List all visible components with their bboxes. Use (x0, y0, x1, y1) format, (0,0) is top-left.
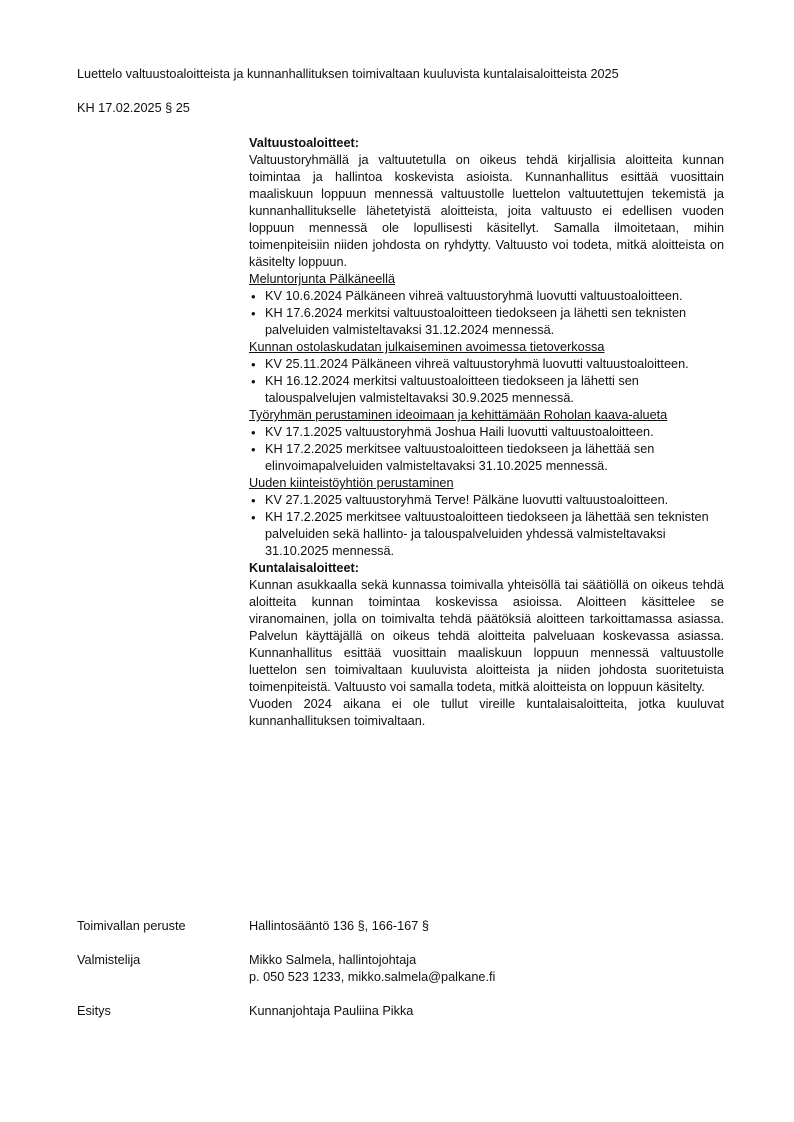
preparer-contact: p. 050 523 1233, mikko.salmela@palkane.fi (249, 970, 496, 984)
initiative-bullet: • KH 17.2.2025 merkitsee valtuustoaloitteen tiedokseen ja lähettää sen teknisten palveluiden sekä hallinto- ja talouspalveluiden yhdessä valmisteltavaksi 31.10.2025 mennessä. (249, 509, 724, 560)
proposal-value: Kunnanjohtaja Pauliina Pikka (249, 1004, 414, 1018)
authority-value: Hallintosääntö 136 §, 166-167 § (249, 919, 429, 933)
initiative-bullet: • KV 27.1.2025 valtuustoryhmä Terve! Pälkäne luovutti valtuustoaloitteen. (249, 492, 724, 509)
initiative-bullet: • KV 17.1.2025 valtuustoryhmä Joshua Haili luovutti valtuustoaloitteen. (249, 424, 724, 441)
authority-label: Toimivallan peruste (77, 919, 186, 933)
initiative-title: Meluntorjunta Pälkäneellä (249, 272, 395, 286)
initiative-title: Kunnan ostolaskudatan julkaiseminen avoimessa tietoverkossa (249, 340, 605, 354)
preparer-value: Mikko Salmela, hallintojohtaja (249, 953, 417, 967)
initiative-bullet: • KH 17.6.2024 merkitsi valtuustoaloitteen tiedokseen ja lähetti sen teknisten palveluiden valmisteltavaksi 31.12.2024 mennessä. (249, 305, 724, 339)
proposal-label: Esitys (77, 1004, 111, 1018)
citizen-initiatives-intro: Kunnan asukkaalla sekä kunnassa toimivalla yhteisöllä tai säätiöllä on oikeus tehdä aloitteita kunnan toimintaa koskevissa asioissa. Aloitteen käsittelee se viranomainen, jolla on toimivalta tehdä päätöksiä aloitteen tarkoittamassa asiassa. Palvelun käyttäjällä on oikeus tehdä aloitteita palveluaan koskevassa asiassa. Kunnanhallitus esittää vuosittain maaliskuun loppuun mennessä valtuustolle luettelon sen toimivaltaan kuuluvista aloitteista ja niiden johdosta suoritetuista toimenpiteistä. Valtuusto voi samalla todeta, mitkä aloitteista on loppuun käsitelty. (249, 578, 724, 694)
initiative-title: Työryhmän perustaminen ideoimaan ja kehittämään Roholan kaava-alueta (249, 408, 668, 422)
council-initiatives-intro: Valtuustoryhmällä ja valtuutetulla on oikeus tehdä kirjallisia aloitteita kunnan toimintaa ja hallintoa koskevista asioista. Kunnanhallitus esittää vuosittain maaliskuun loppuun mennessä valtuustolle luettelon valtuutettujen tekemistä ja kunnanhallitukselle lähetetyistä aloitteista, joita valtuusto ei edellisen vuoden loppuun mennessä ole lopullisesti käsitellyt. Samalla ilmoitetaan, mihin toimenpiteisiin niiden johdosta on ryhdytty. Valtuusto voi todeta, mitkä aloitteista on käsitelty loppuun. (249, 153, 724, 269)
citizen-initiatives-status: Vuoden 2024 aikana ei ole tullut vireille kuntalaisaloitteita, jotka kuuluvat kunnanhallituksen toimivaltaan. (249, 697, 724, 728)
preparer-label: Valmistelija (77, 953, 141, 967)
citizen-initiatives-heading: Kuntalaisaloitteet: (249, 561, 359, 575)
initiative-bullet-list (249, 424, 724, 475)
initiative-bullet-list (249, 492, 724, 560)
council-initiatives-heading: Valtuustoaloitteet: (249, 136, 359, 150)
document-title: Luettelo valtuustoaloitteista ja kunnanhallituksen toimivaltaan kuuluvista kuntalaisaloitteista 2025 (77, 67, 619, 81)
initiative-bullet: • KH 17.2.2025 merkitsee valtuustoaloitteen tiedokseen ja lähettää sen elinvoimapalveluiden valmisteltavaksi 31.10.2025 mennessä. (249, 441, 724, 475)
initiative-bullet-list (249, 288, 724, 339)
initiative-title: Uuden kiinteistöyhtiön perustaminen (249, 476, 454, 490)
initiative-bullet-list (249, 356, 724, 407)
document-body (249, 135, 724, 730)
initiative-bullet: • KH 16.12.2024 merkitsi valtuustoaloitteen tiedokseen ja lähetti sen talouspalvelujen valmisteltavaksi 30.9.2025 mennessä. (249, 373, 724, 407)
initiative-bullet: • KV 10.6.2024 Pälkäneen vihreä valtuustoryhmä luovutti valtuustoaloitteen. (249, 288, 724, 305)
meeting-reference: KH 17.02.2025 § 25 (77, 101, 190, 115)
initiative-bullet: • KV 25.11.2024 Pälkäneen vihreä valtuustoryhmä luovutti valtuustoaloitteen. (249, 356, 724, 373)
